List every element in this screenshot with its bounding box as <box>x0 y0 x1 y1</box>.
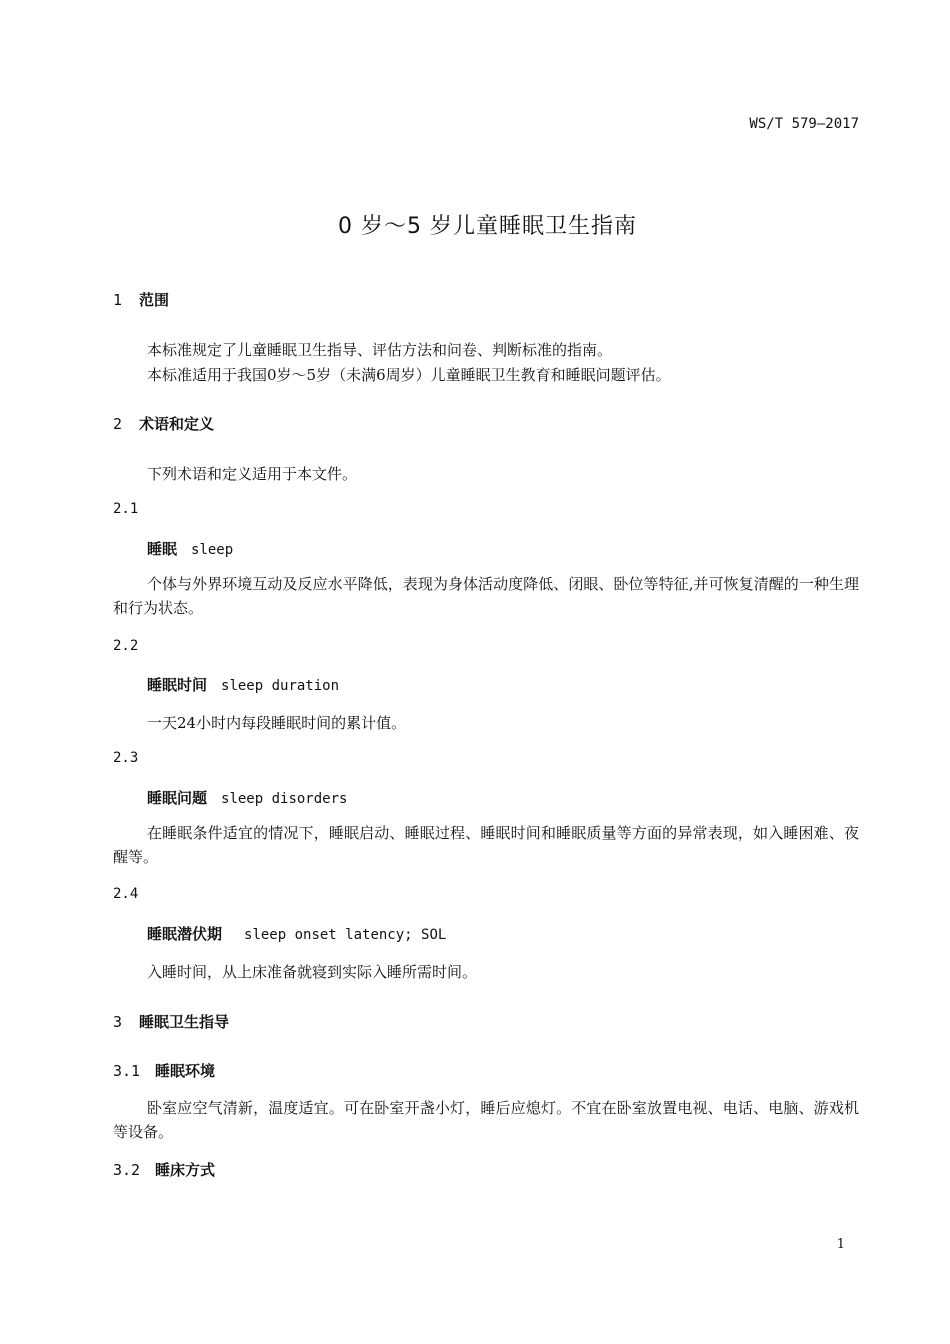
term-definition: 个体与外界环境互动及反应水平降低，表现为身体活动度降低、闭眼、卧位等特征,并可恢复清醒的一种生理和行为状态。 <box>113 575 859 617</box>
term-definition: 入睡时间，从上床准备就寝到实际入睡所需时间。 <box>147 963 478 981</box>
document-title: 0 岁～5 岁儿童睡眠卫生指南 <box>338 214 637 239</box>
paragraph: 本标准适用于我国0岁～5岁（未满6周岁）儿童睡眠卫生教育和睡眠问题评估。 <box>147 366 671 384</box>
subsection-title: 睡眠环境 <box>155 1062 216 1080</box>
section-2-heading <box>113 413 214 434</box>
section-number: 3 <box>113 1013 123 1031</box>
term-entry <box>147 538 233 559</box>
term-zh: 睡眠潜伏期 <box>147 925 223 943</box>
subsection-number: 3.2 <box>113 1161 141 1179</box>
term-zh: 睡眠 <box>147 540 178 558</box>
clause-number: 2.4 <box>113 886 139 902</box>
clause-number: 2.1 <box>113 501 139 517</box>
standard-number: WS/T 579—2017 <box>749 116 859 132</box>
section-title: 范围 <box>139 291 170 309</box>
term-entry <box>147 787 347 808</box>
term-definition: 在睡眠条件适宜的情况下，睡眠启动、睡眠过程、睡眠时间和睡眠质量等方面的异常表现，如入睡困难、夜醒等。 <box>113 824 859 866</box>
clause-number: 2.3 <box>113 750 139 766</box>
section-number: 1 <box>113 291 123 309</box>
term-en: sleep <box>191 542 234 558</box>
section-title: 睡眠卫生指导 <box>139 1013 230 1031</box>
term-zh: 睡眠时间 <box>147 676 208 694</box>
section-1-heading <box>113 289 169 310</box>
subsection-number: 3.1 <box>113 1062 141 1080</box>
subsection-title: 睡床方式 <box>155 1161 216 1179</box>
term-entry <box>147 923 446 944</box>
term-en: sleep duration <box>221 678 340 694</box>
section-title: 术语和定义 <box>139 415 215 433</box>
paragraph: 下列术语和定义适用于本文件。 <box>147 465 358 483</box>
term-definition: 一天24小时内每段睡眠时间的累计值。 <box>147 714 407 732</box>
paragraph: 卧室应空气清新，温度适宜。可在卧室开盏小灯，睡后应熄灯。不宜在卧室放置电视、电话、电脑、游戏机等设备。 <box>113 1099 859 1141</box>
clause-number: 2.2 <box>113 638 139 654</box>
subsection-3-1-heading <box>113 1060 215 1081</box>
page-number: 1 <box>836 1237 845 1252</box>
term-en: sleep onset latency; SOL <box>244 927 447 943</box>
section-3-heading <box>113 1011 229 1032</box>
term-en: sleep disorders <box>221 791 348 807</box>
term-zh: 睡眠问题 <box>147 789 208 807</box>
paragraph: 本标准规定了儿童睡眠卫生指导、评估方法和问卷、判断标准的指南。 <box>147 341 613 359</box>
section-number: 2 <box>113 415 123 433</box>
term-entry <box>147 674 339 695</box>
subsection-3-2-heading <box>113 1159 215 1180</box>
